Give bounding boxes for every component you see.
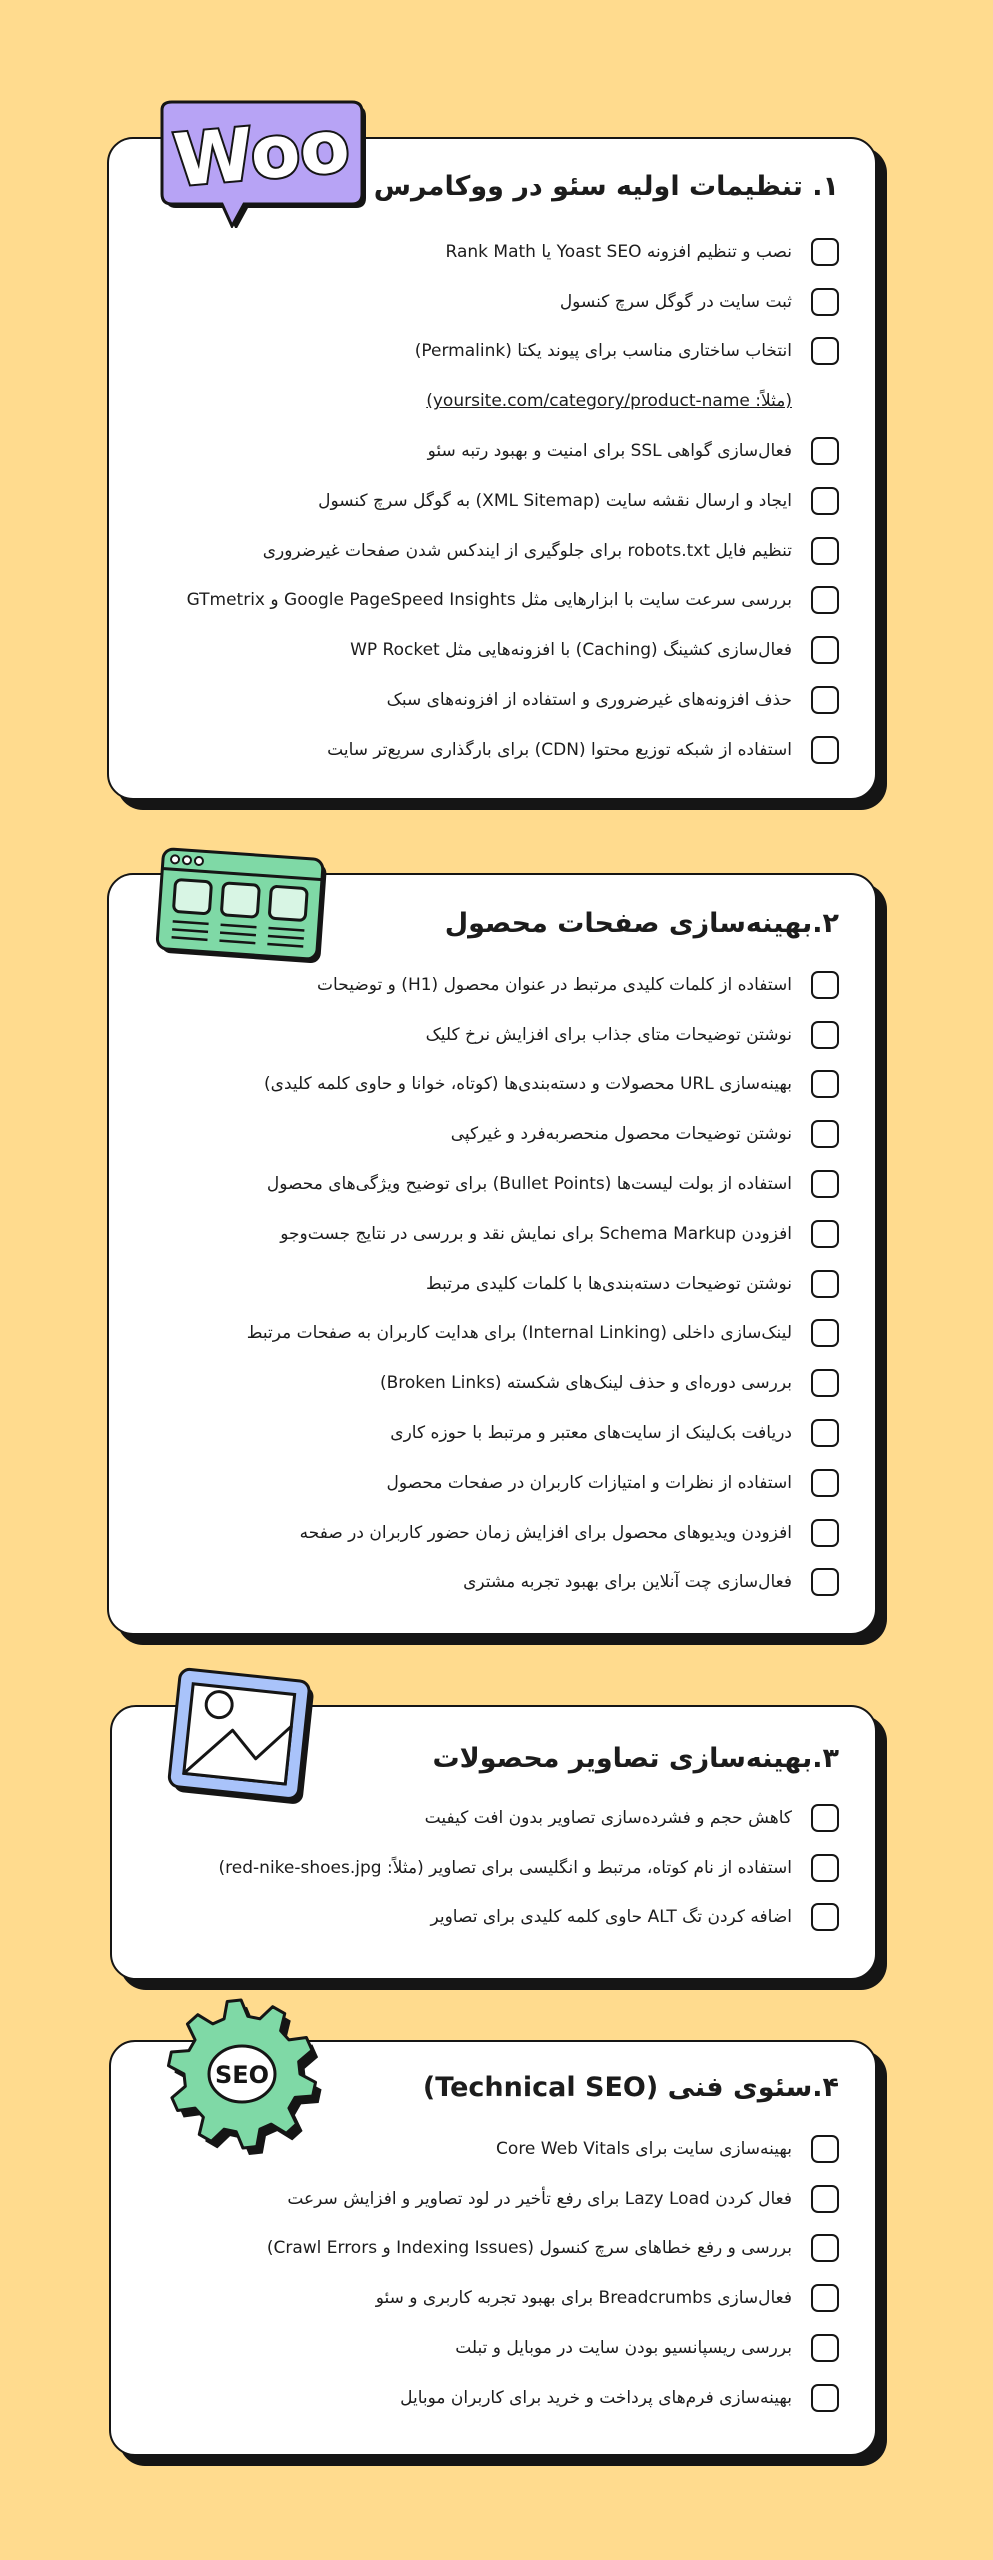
- checkbox[interactable]: [811, 971, 839, 999]
- checkbox[interactable]: [811, 1120, 839, 1148]
- checkbox[interactable]: [811, 2384, 839, 2412]
- list-item: دریافت بک‌لینک از سایت‌های معتبر و مرتبط با حوزه کاری: [109, 1408, 875, 1458]
- checkbox[interactable]: [811, 2135, 839, 2163]
- list-item: تنظیم فایل robots.txt برای جلوگیری از ایندکس شدن صفحات غیرضروری: [109, 526, 875, 576]
- section-card-2: [107, 873, 877, 1635]
- checklist-2: [109, 960, 875, 1607]
- list-item: حذف افزونه‌های غیرضروری و استفاده از افزونه‌های سبک: [109, 675, 875, 725]
- checkbox[interactable]: [811, 686, 839, 714]
- checkbox[interactable]: [811, 1270, 839, 1298]
- list-item: بهینه‌سازی URL محصولات و دسته‌بندی‌ها (کوتاه، خوانا و حاوی کلمه کلیدی): [109, 1060, 875, 1110]
- checkbox[interactable]: [811, 1220, 839, 1248]
- section-card-1: [107, 137, 877, 800]
- checkbox[interactable]: [811, 487, 839, 515]
- checkbox[interactable]: [811, 1854, 839, 1882]
- list-item: بررسی دوره‌ای و حذف لینک‌های شکسته (Broken Links): [109, 1358, 875, 1408]
- list-item: بهینه‌سازی فرم‌های پرداخت و خرید برای کاربران موبایل: [111, 2373, 875, 2423]
- checkbox[interactable]: [811, 2284, 839, 2312]
- list-item: نوشتن توضیحات متای جذاب برای افزایش نرخ کلیک: [109, 1010, 875, 1060]
- checkbox[interactable]: [811, 586, 839, 614]
- list-item: فعال‌سازی کشینگ (Caching) با افزونه‌هایی مثل WP Rocket: [109, 625, 875, 675]
- list-item: بهینه‌سازی سایت برای Core Web Vitals: [111, 2124, 875, 2174]
- checkbox[interactable]: [811, 1170, 839, 1198]
- list-item: استفاده از کلمات کلیدی مرتبط در عنوان محصول (H1) و توضیحات: [109, 960, 875, 1010]
- list-item: انتخاب ساختاری مناسب برای پیوند یکتا (Permalink): [109, 327, 875, 377]
- list-item: استفاده از بولت لیست‌ها (Bullet Points) برای توضیح ویژگی‌های محصول: [109, 1159, 875, 1209]
- checkbox[interactable]: [811, 2334, 839, 2362]
- list-item: فعال‌سازی Breadcrumbs برای بهبود تجربه کاربری و سئو: [111, 2273, 875, 2323]
- checkbox[interactable]: [811, 1903, 839, 1931]
- list-item: بررسی و رفع خطاهای سرچ کنسول (Indexing Issues و Crawl Errors): [111, 2224, 875, 2274]
- list-item: بررسی ریسپانسیو بودن سایت در موبایل و تبلت: [111, 2323, 875, 2373]
- checkbox[interactable]: [811, 636, 839, 664]
- seo-gear-icon: [158, 1990, 326, 2158]
- checkbox[interactable]: [811, 1419, 839, 1447]
- checkbox[interactable]: [811, 1568, 839, 1596]
- woo-speech-bubble-icon: [148, 98, 370, 228]
- section-title-4: ۴.سئوی فنی (Technical SEO): [422, 2072, 839, 2103]
- checklist-1: [109, 227, 875, 775]
- browser-window-icon: [150, 846, 330, 964]
- list-item: ثبت سایت در گوگل سرچ کنسول: [109, 277, 875, 327]
- checkbox[interactable]: [811, 1319, 839, 1347]
- list-item: افزودن Schema Markup برای نمایش نقد و بررسی در نتایج جست‌وجو: [109, 1209, 875, 1259]
- checkbox[interactable]: [811, 437, 839, 465]
- svg-text:Woo: Woo: [170, 103, 353, 203]
- list-item: فعال‌سازی گواهی SSL برای امنیت و بهبود رتبه سئو: [109, 426, 875, 476]
- checklist-4: [111, 2124, 875, 2423]
- checkbox[interactable]: [811, 1804, 839, 1832]
- checkbox[interactable]: [811, 537, 839, 565]
- list-item: نوشتن توضیحات محصول منحصربه‌فرد و غیرکپی: [109, 1109, 875, 1159]
- list-item-continuation: (مثلاً: yoursite.com/category/product-name): [426, 391, 792, 412]
- list-item: نوشتن توضیحات دسته‌بندی‌ها با کلمات کلیدی مرتبط: [109, 1259, 875, 1309]
- checkbox[interactable]: [811, 1070, 839, 1098]
- checkbox[interactable]: [811, 1369, 839, 1397]
- checkbox[interactable]: [811, 2234, 839, 2262]
- list-item: بررسی سرعت سایت با ابزارهایی مثل Google PageSpeed Insights و GTmetrix: [109, 576, 875, 626]
- checkbox[interactable]: [811, 288, 839, 316]
- list-item: نصب و تنظیم افزونه Yoast SEO یا Rank Math: [109, 227, 875, 277]
- checkbox[interactable]: [811, 2185, 839, 2213]
- image-icon: [160, 1665, 320, 1807]
- svg-text:SEO: SEO: [214, 2061, 270, 2089]
- checklist-3: [112, 1793, 875, 1942]
- list-item: افزودن ویدیوهای محصول برای افزایش زمان حضور کاربران در صفحه: [109, 1508, 875, 1558]
- list-item: فعال‌سازی چت آنلاین برای بهبود تجربه مشتری: [109, 1558, 875, 1608]
- section-title-2: ۲.بهینه‌سازی صفحات محصول: [444, 908, 839, 939]
- checkbox[interactable]: [811, 1021, 839, 1049]
- checkbox[interactable]: [811, 337, 839, 365]
- checkbox[interactable]: [811, 1469, 839, 1497]
- list-item: استفاده از نام کوتاه، مرتبط و انگلیسی برای تصاویر (مثلاً: red-nike-shoes.jpg): [112, 1843, 875, 1893]
- checkbox[interactable]: [811, 1519, 839, 1547]
- list-item: کاهش حجم و فشرده‌سازی تصاویر بدون افت کیفیت: [112, 1793, 875, 1843]
- list-item: اضافه کردن تگ ALT حاوی کلمه کلیدی برای تصاویر: [112, 1893, 875, 1943]
- section-title-1: ۱. تنظیمات اولیه سئو در ووکامرس: [373, 171, 839, 202]
- list-item: ایجاد و ارسال نقشه سایت (XML Sitemap) به گوگل سرچ کنسول: [109, 476, 875, 526]
- list-item: استفاده از نظرات و امتیازات کاربران در صفحات محصول: [109, 1458, 875, 1508]
- list-item: لینک‌سازی داخلی (Internal Linking) برای هدایت کاربران به صفحات مرتبط: [109, 1309, 875, 1359]
- section-title-3: ۳.بهینه‌سازی تصاویر محصولات: [432, 1743, 839, 1774]
- list-item: فعال کردن Lazy Load برای رفع تأخیر در لود تصاویر و افزایش سرعت: [111, 2174, 875, 2224]
- checkbox[interactable]: [811, 736, 839, 764]
- checkbox[interactable]: [811, 238, 839, 266]
- list-item: استفاده از شبکه توزیع محتوا (CDN) برای بارگذاری سریع‌تر سایت: [109, 725, 875, 775]
